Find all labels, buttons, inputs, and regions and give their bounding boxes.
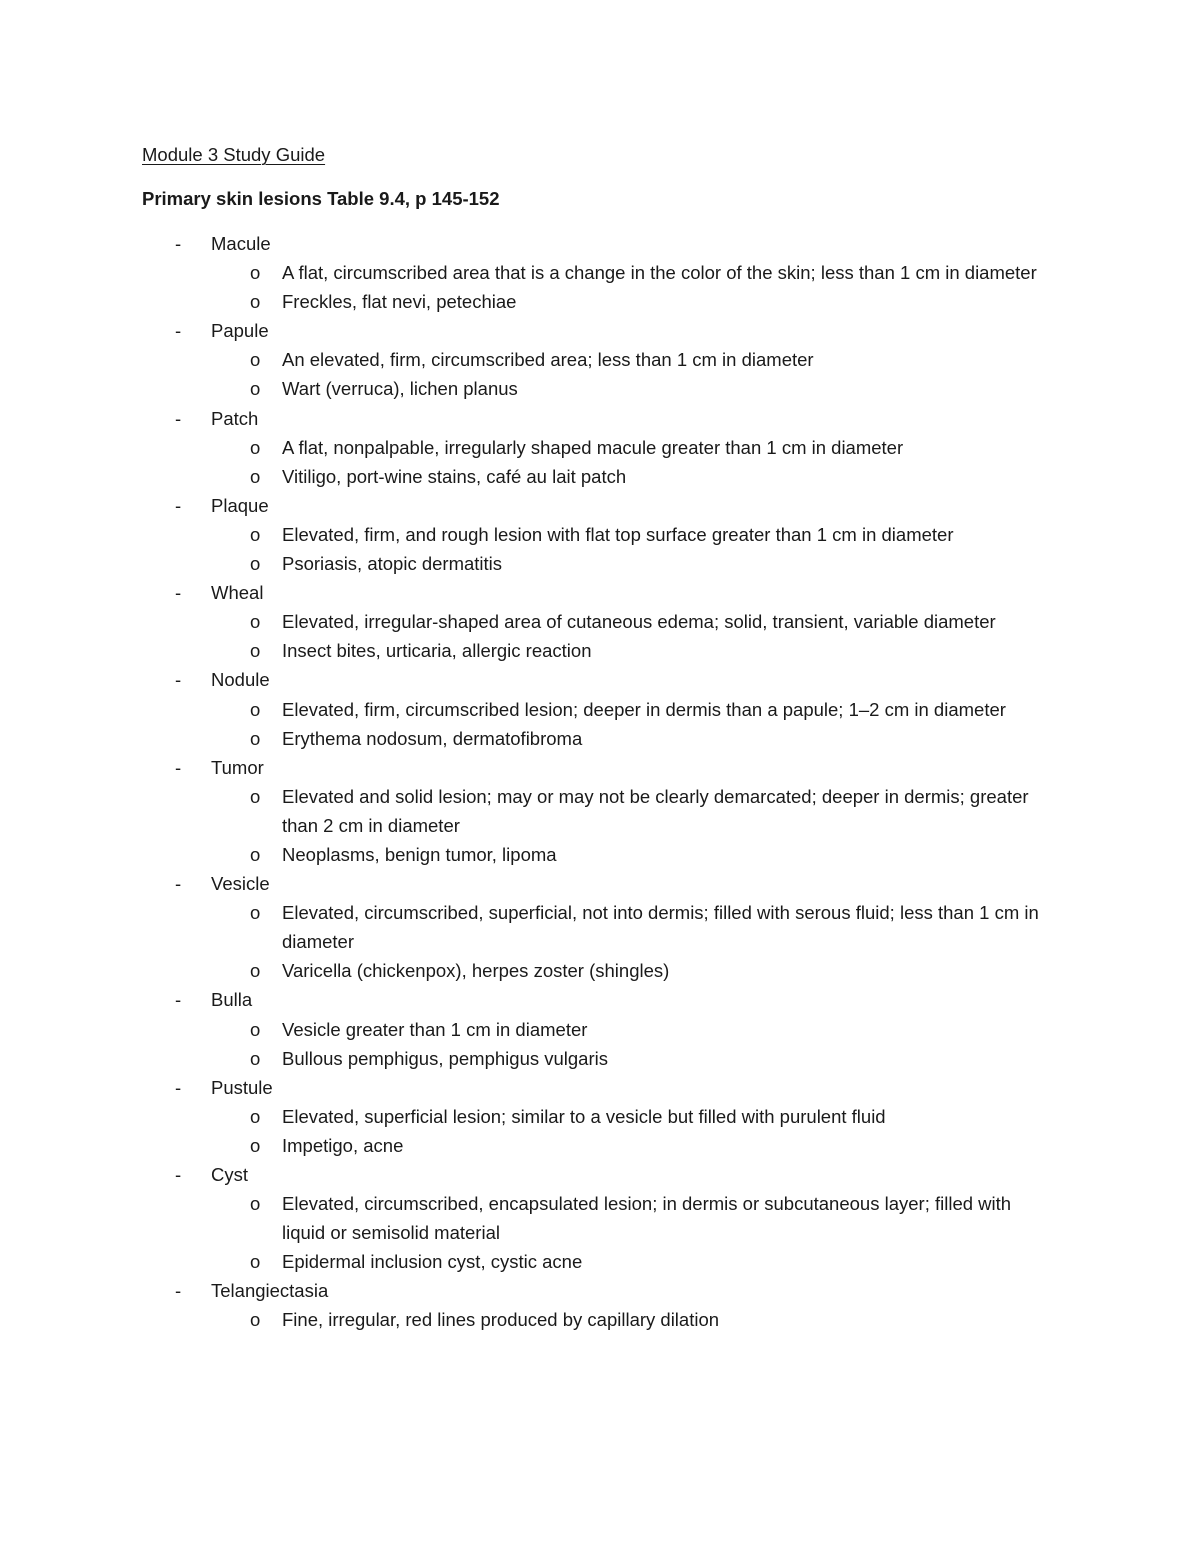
lesion-term: Tumor (211, 756, 264, 778)
lesion-item-plaque (0, 491, 1200, 578)
circle-bullet: o (250, 291, 261, 313)
detail-text: A flat, nonpalpable, irregularly shaped macule greater than 1 cm in diameter (282, 436, 904, 458)
lesion-details (0, 607, 1200, 665)
lesion-item-macule (0, 229, 1200, 316)
detail-text: Elevated, circumscribed, superficial, not into dermis; filled with serous fluid; less than 1 cm in diameter (282, 902, 1039, 953)
lesion-examples (0, 462, 1200, 491)
lesion-details (0, 898, 1200, 985)
circle-bullet: o (250, 262, 261, 284)
lesion-details (0, 520, 1200, 578)
dash-bullet: - (175, 873, 182, 895)
circle-bullet: o (250, 960, 261, 982)
lesion-term: Cyst (211, 1164, 248, 1185)
lesion-term: Patch (211, 407, 259, 429)
detail-text: Elevated and solid lesion; may or may not be clearly demarcated; deeper in dermis; greater than 2 cm in diameter (282, 785, 1029, 836)
lesion-details (0, 1015, 1200, 1073)
lesion-details (0, 258, 1200, 316)
lesion-description (0, 1102, 1200, 1131)
detail-text: Impetigo, acne (282, 1134, 404, 1156)
detail-text: Vesicle greater than 1 cm in diameter (282, 1018, 588, 1040)
detail-text: Elevated, irregular-shaped area of cutaneous edema; solid, transient, variable diameter (282, 611, 996, 633)
lesion-details (0, 1189, 1200, 1276)
lesion-list (0, 229, 1200, 1335)
circle-bullet: o (250, 553, 261, 575)
lesion-item-cyst (0, 1160, 1200, 1276)
detail-text: Elevated, circumscribed, encapsulated lesion; in dermis or subcutaneous layer; filled with liquid or semisolid material (282, 1193, 1012, 1244)
circle-bullet: o (250, 1309, 261, 1331)
circle-bullet: o (250, 523, 261, 545)
circle-bullet: o (250, 1251, 261, 1273)
dash-bullet: - (175, 582, 182, 604)
detail-text: Erythema nodosum, dermatofibroma (282, 727, 583, 749)
lesion-description (0, 520, 1200, 549)
lesion-term: Plaque (211, 494, 269, 516)
dash-bullet: - (175, 989, 182, 1011)
section-heading: Primary skin lesions Table 9.4, p 145-152 (142, 188, 500, 209)
circle-bullet: o (250, 785, 261, 807)
lesion-description (0, 1189, 1200, 1247)
dash-bullet: - (175, 1280, 182, 1302)
lesion-term: Telangiectasia (211, 1280, 329, 1302)
lesion-term: Bulla (211, 989, 253, 1011)
dash-bullet: - (175, 407, 182, 429)
lesion-description (0, 1015, 1200, 1044)
detail-text: Elevated, superficial lesion; similar to a vesicle but filled with purulent fluid (282, 1105, 886, 1127)
dash-bullet: - (175, 1076, 182, 1098)
lesion-term: Nodule (211, 669, 270, 691)
circle-bullet: o (250, 436, 261, 458)
lesion-details (0, 345, 1200, 403)
detail-text: Bullous pemphigus, pemphigus vulgaris (282, 1047, 608, 1069)
lesion-examples (0, 956, 1200, 985)
dash-bullet: - (175, 233, 182, 254)
lesion-item-vesicle (0, 869, 1200, 985)
detail-text: Epidermal inclusion cyst, cystic acne (282, 1251, 583, 1273)
lesion-item-papule (0, 316, 1200, 403)
detail-text: An elevated, firm, circumscribed area; less than 1 cm in diameter (282, 349, 814, 371)
lesion-examples (0, 840, 1200, 869)
lesion-description (0, 345, 1200, 374)
circle-bullet: o (250, 1018, 261, 1040)
circle-bullet: o (250, 843, 261, 865)
dash-bullet: - (175, 756, 182, 778)
lesion-item-nodule (0, 665, 1200, 752)
detail-text: Wart (verruca), lichen planus (282, 378, 518, 400)
lesion-details (0, 1305, 1200, 1334)
lesion-term: Macule (211, 233, 271, 254)
lesion-item-patch (0, 404, 1200, 491)
circle-bullet: o (250, 698, 261, 720)
circle-bullet: o (250, 640, 261, 662)
detail-text: Fine, irregular, red lines produced by capillary dilation (282, 1309, 720, 1331)
lesion-details (0, 782, 1200, 869)
lesion-term: Pustule (211, 1076, 273, 1098)
lesion-details (0, 695, 1200, 753)
lesion-item-pustule (0, 1073, 1200, 1160)
lesion-description (0, 1305, 1200, 1334)
lesion-examples (0, 1247, 1200, 1276)
lesion-term: Papule (211, 320, 269, 342)
dash-bullet: - (175, 494, 182, 516)
circle-bullet: o (250, 378, 261, 400)
circle-bullet: o (250, 902, 261, 924)
lesion-item-tumor (0, 753, 1200, 869)
circle-bullet: o (250, 1134, 261, 1156)
detail-text: Varicella (chickenpox), herpes zoster (shingles) (282, 960, 670, 982)
document-title: Module 3 Study Guide (142, 144, 326, 165)
dash-bullet: - (175, 1164, 182, 1185)
lesion-term: Wheal (211, 582, 264, 604)
lesion-examples (0, 1044, 1200, 1073)
circle-bullet: o (250, 727, 261, 749)
lesion-examples (0, 1131, 1200, 1160)
detail-text: Insect bites, urticaria, allergic reaction (282, 640, 592, 662)
detail-text: Elevated, firm, circumscribed lesion; deeper in dermis than a papule; 1–2 cm in diameter (282, 698, 1006, 720)
dash-bullet: - (175, 669, 182, 691)
lesion-description (0, 433, 1200, 462)
lesion-examples (0, 549, 1200, 578)
circle-bullet: o (250, 349, 261, 371)
lesion-details (0, 433, 1200, 491)
detail-text: Vitiligo, port-wine stains, café au lait patch (282, 465, 627, 487)
detail-text: Elevated, firm, and rough lesion with flat top surface greater than 1 cm in diameter (282, 523, 954, 545)
lesion-term: Vesicle (211, 873, 270, 895)
lesion-description (0, 607, 1200, 636)
lesion-description (0, 782, 1200, 840)
lesion-description (0, 898, 1200, 956)
detail-text: Neoplasms, benign tumor, lipoma (282, 843, 557, 865)
detail-text: A flat, circumscribed area that is a change in the color of the skin; less than 1 cm in diameter (282, 262, 1037, 284)
circle-bullet: o (250, 465, 261, 487)
lesion-examples (0, 374, 1200, 403)
lesion-description (0, 258, 1200, 287)
circle-bullet: o (250, 1193, 261, 1215)
lesion-description (0, 695, 1200, 724)
circle-bullet: o (250, 1047, 261, 1069)
lesion-details (0, 1102, 1200, 1160)
lesion-item-bulla (0, 985, 1200, 1072)
dash-bullet: - (175, 320, 182, 342)
circle-bullet: o (250, 611, 261, 633)
lesion-examples (0, 636, 1200, 665)
lesion-examples (0, 287, 1200, 316)
circle-bullet: o (250, 1105, 261, 1127)
lesion-item-telangiectasia (0, 1276, 1200, 1334)
detail-text: Freckles, flat nevi, petechiae (282, 291, 517, 313)
lesion-item-wheal (0, 578, 1200, 665)
lesion-examples (0, 724, 1200, 753)
detail-text: Psoriasis, atopic dermatitis (282, 553, 503, 575)
